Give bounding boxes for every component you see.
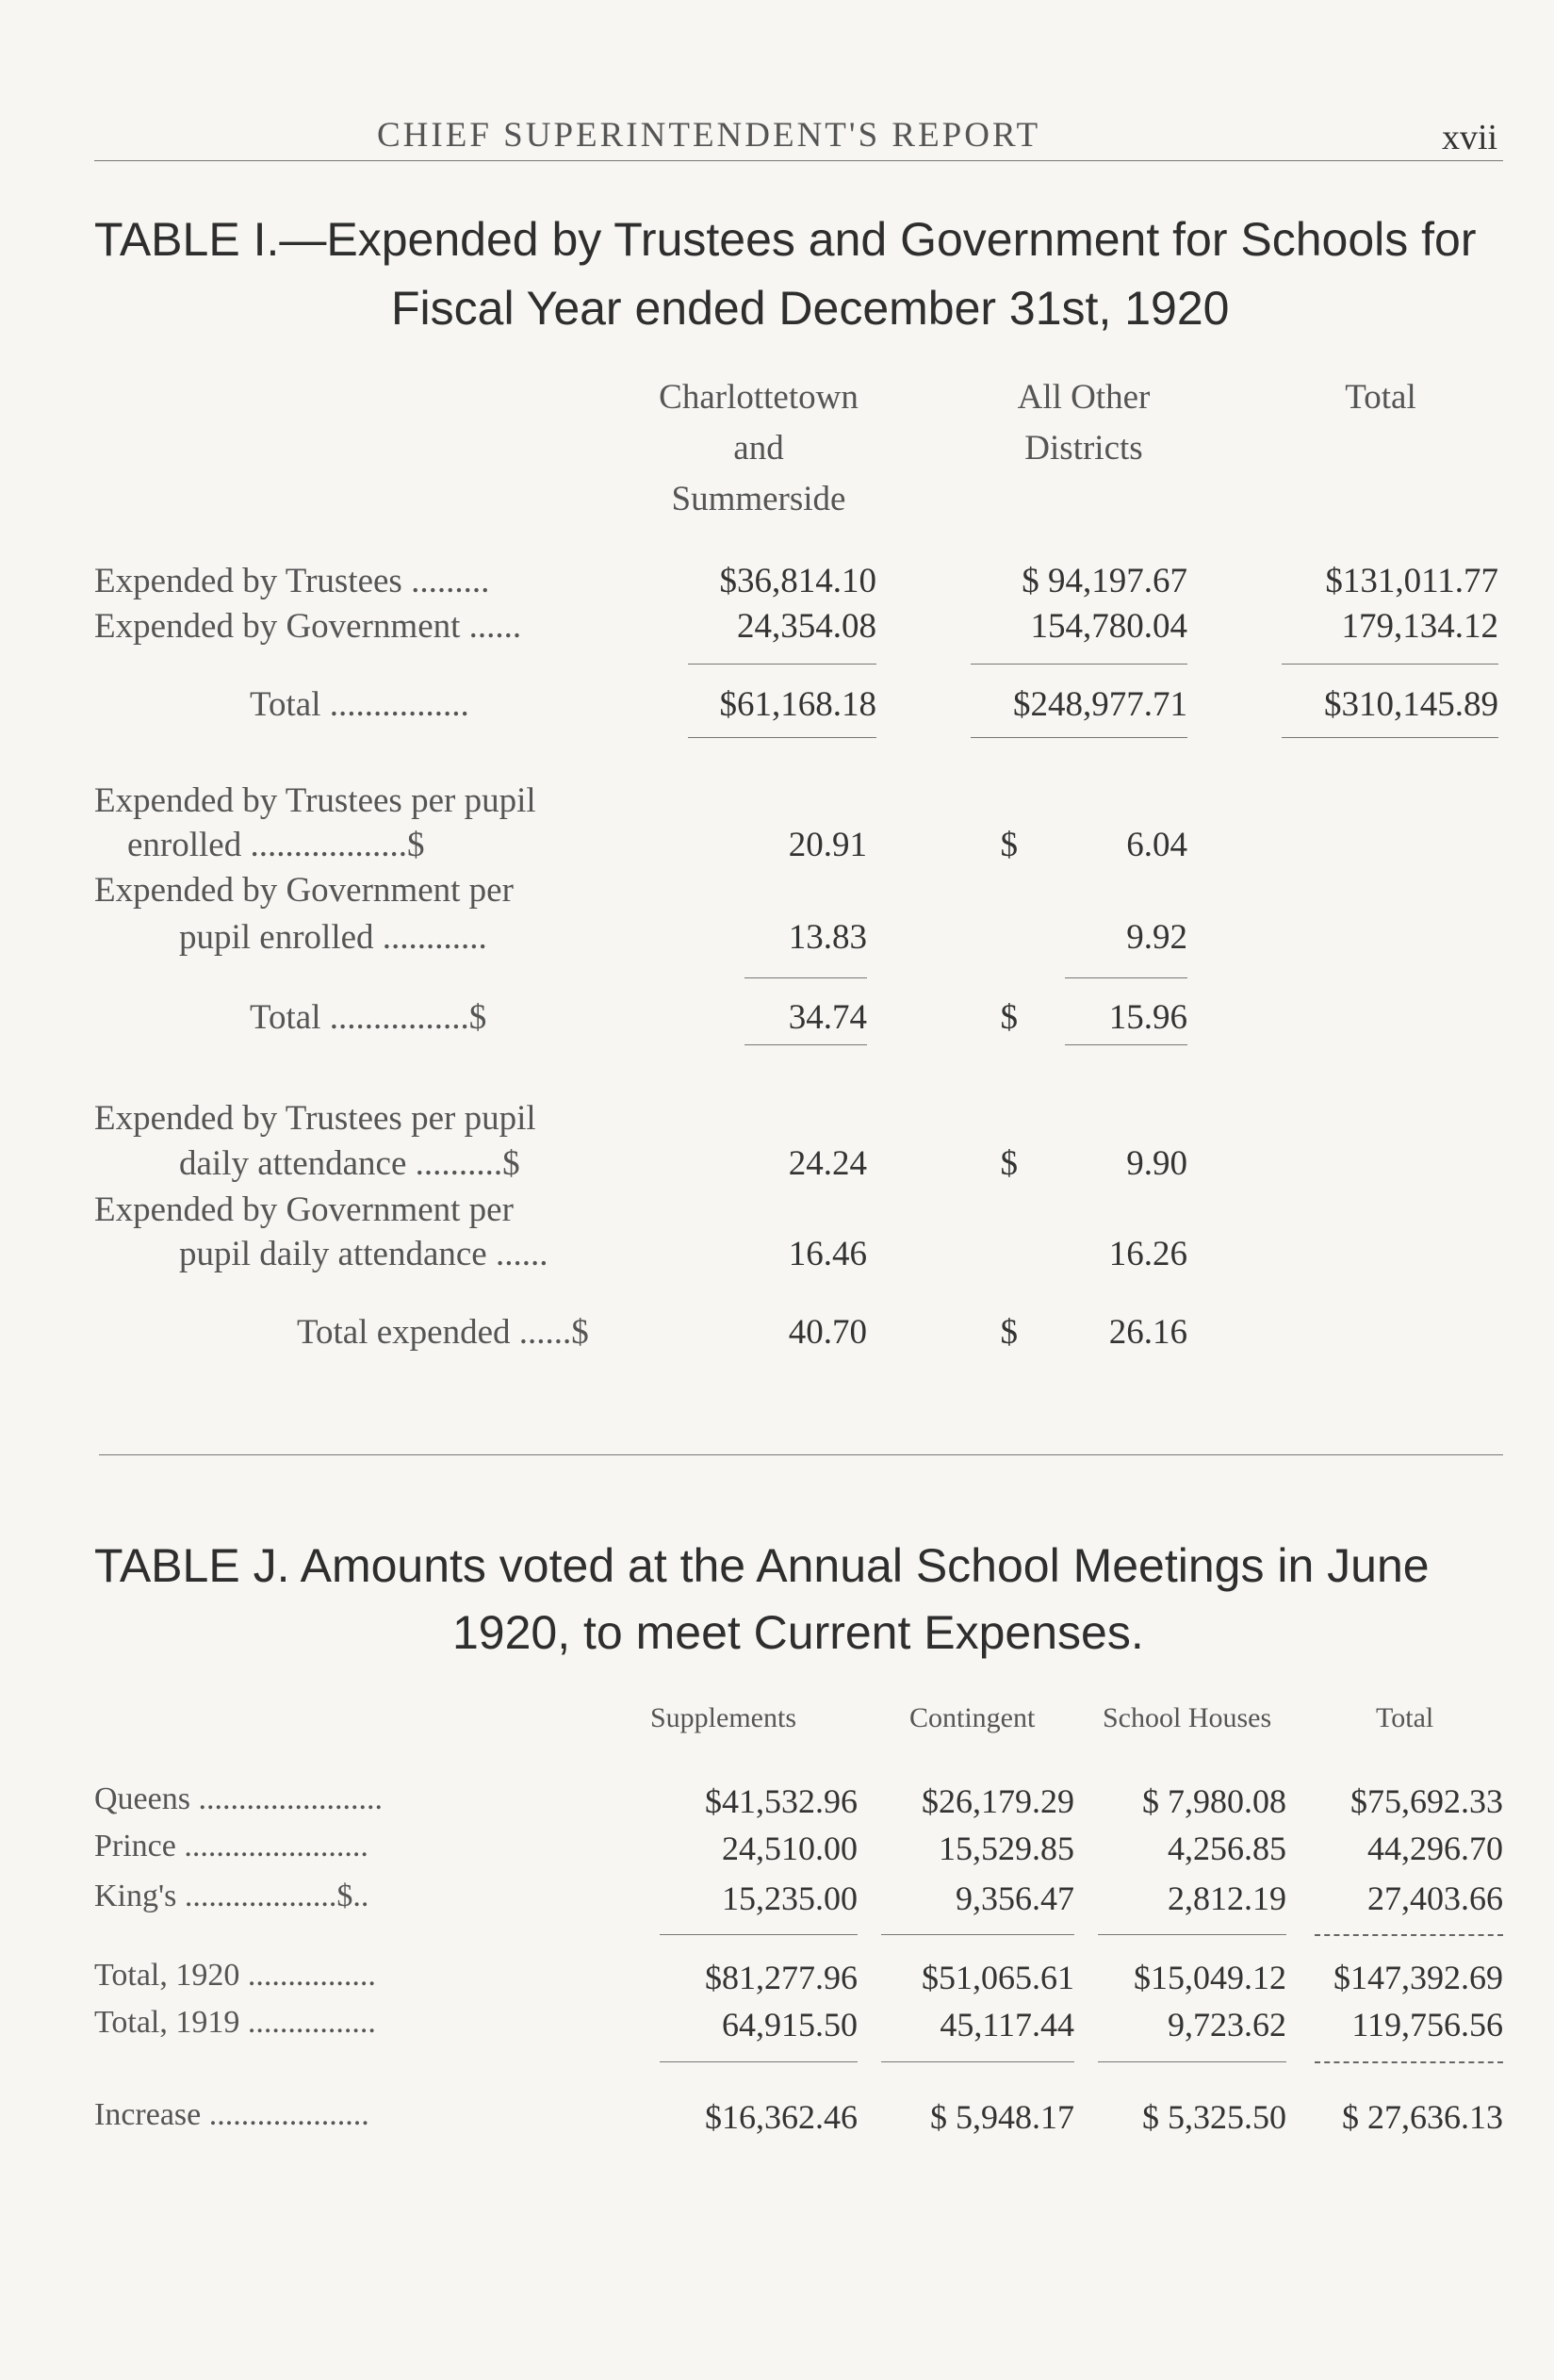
currency-sign: $ bbox=[1000, 1144, 1018, 1183]
table-cell: 119,756.56 bbox=[1351, 2006, 1503, 2044]
table-row-label: King's ...................$.. bbox=[94, 1879, 369, 1913]
header-rule bbox=[94, 160, 1503, 161]
table-cell: $ 7,980.08 bbox=[1142, 1782, 1286, 1820]
sum-rule bbox=[1098, 2061, 1286, 2062]
sum-rule bbox=[1098, 1934, 1286, 1935]
table-j-column-supplements: Supplements bbox=[650, 1702, 796, 1733]
running-title: CHIEF SUPERINTENDENT'S REPORT bbox=[377, 116, 1041, 155]
sum-rule bbox=[744, 977, 867, 978]
col-head-line: Total bbox=[1345, 378, 1416, 417]
table-cell: 15,235.00 bbox=[722, 1879, 858, 1917]
table-cell: 20.91 bbox=[788, 826, 867, 864]
total-rule bbox=[1065, 1044, 1187, 1045]
table-row-label: Total ................$ bbox=[250, 998, 487, 1037]
col-head-line: Charlottetown bbox=[659, 378, 859, 417]
table-row-label: Expended by Trustees per pupil bbox=[94, 781, 536, 820]
table-cell: 40.70 bbox=[788, 1313, 867, 1352]
table-cell: 34.74 bbox=[788, 998, 867, 1037]
currency-sign: $ bbox=[1000, 1313, 1018, 1352]
table-cell: $26,179.29 bbox=[922, 1782, 1074, 1820]
table-cell: $51,065.61 bbox=[922, 1959, 1074, 1996]
table-cell: $75,692.33 bbox=[1350, 1782, 1503, 1820]
table-cell: 24.24 bbox=[788, 1144, 867, 1183]
table-cell: 26.16 bbox=[1108, 1313, 1187, 1352]
sum-rule bbox=[1315, 1934, 1503, 1936]
table-cell: $ 5,948.17 bbox=[930, 2098, 1074, 2136]
sum-rule bbox=[881, 2061, 1074, 2062]
sum-rule bbox=[971, 664, 1187, 665]
table-i-title-line2: Fiscal Year ended December 31st, 1920 bbox=[391, 282, 1230, 335]
table-cell: 45,117.44 bbox=[940, 2006, 1074, 2044]
table-cell: $ 94,197.67 bbox=[1022, 562, 1187, 600]
table-cell: $ 27,636.13 bbox=[1342, 2098, 1503, 2136]
table-cell: $310,145.89 bbox=[1324, 685, 1498, 724]
table-row-label: Expended by Trustees per pupil bbox=[94, 1099, 536, 1138]
table-cell: 9,356.47 bbox=[956, 1879, 1074, 1917]
total-rule bbox=[1282, 737, 1498, 738]
page-number: xvii bbox=[1442, 118, 1498, 157]
table-row-label: Expended by Trustees ......... bbox=[94, 562, 490, 600]
table-row-label: pupil enrolled ............ bbox=[179, 918, 487, 957]
table-j-title-line2: 1920, to meet Current Expenses. bbox=[452, 1606, 1144, 1659]
table-row-label: Prince ....................... bbox=[94, 1829, 368, 1863]
sum-rule bbox=[688, 664, 876, 665]
table-cell: 24,510.00 bbox=[722, 1830, 858, 1867]
table-row-label: Expended by Government per bbox=[94, 1190, 514, 1229]
table-row-label: Total, 1920 ................ bbox=[94, 1958, 376, 1993]
table-row-label: Total ................ bbox=[250, 685, 469, 724]
currency-sign: $ bbox=[1000, 826, 1018, 864]
table-cell: 13.83 bbox=[788, 918, 867, 957]
sum-rule bbox=[1282, 664, 1498, 665]
total-rule bbox=[744, 1044, 867, 1045]
col-head-line: and bbox=[733, 429, 784, 468]
table-row-label: Expended by Government per bbox=[94, 871, 514, 910]
table-cell: $81,277.96 bbox=[705, 1959, 858, 1996]
sum-rule bbox=[1065, 977, 1187, 978]
total-rule bbox=[971, 737, 1187, 738]
table-cell: 16.46 bbox=[788, 1235, 867, 1273]
table-cell: $147,392.69 bbox=[1333, 1959, 1503, 1996]
table-cell: 15,529.85 bbox=[939, 1830, 1074, 1867]
table-j-column-contingent: Contingent bbox=[909, 1702, 1036, 1733]
table-i-column-charlottetown bbox=[603, 372, 914, 525]
table-j-title-line1: TABLE J. Amounts voted at the Annual School Meetings in June bbox=[94, 1539, 1430, 1592]
table-cell: $ 5,325.50 bbox=[1142, 2098, 1286, 2136]
table-cell: $131,011.77 bbox=[1325, 562, 1498, 600]
sum-rule bbox=[660, 1934, 858, 1935]
table-row-label: pupil daily attendance ...... bbox=[179, 1235, 548, 1273]
table-cell: 24,354.08 bbox=[737, 607, 876, 646]
table-cell: 15.96 bbox=[1108, 998, 1187, 1037]
table-row-label: Total, 1919 ................ bbox=[94, 2005, 376, 2040]
currency-sign: $ bbox=[1000, 998, 1018, 1037]
sum-rule bbox=[881, 1934, 1074, 1935]
table-i-title-line1: TABLE I.—Expended by Trustees and Government for Schools for bbox=[94, 213, 1477, 266]
table-cell: 4,256.85 bbox=[1168, 1830, 1286, 1867]
table-cell: 16.26 bbox=[1108, 1235, 1187, 1273]
table-j-column-total: Total bbox=[1376, 1702, 1434, 1733]
table-cell: $16,362.46 bbox=[705, 2098, 858, 2136]
sum-rule bbox=[660, 2061, 858, 2062]
table-i-column-total bbox=[1272, 372, 1489, 423]
sum-rule bbox=[1315, 2061, 1503, 2063]
table-cell: 44,296.70 bbox=[1367, 1830, 1503, 1867]
table-cell: 179,134.12 bbox=[1341, 607, 1498, 646]
col-head-line: Districts bbox=[1024, 429, 1143, 468]
table-j-column-school-houses: School Houses bbox=[1103, 1702, 1272, 1733]
table-cell: $61,168.18 bbox=[719, 685, 876, 724]
total-rule bbox=[688, 737, 876, 738]
table-row-label: Expended by Government ...... bbox=[94, 607, 522, 646]
col-head-line: Summerside bbox=[671, 480, 846, 518]
table-cell: $15,049.12 bbox=[1134, 1959, 1286, 1996]
col-head-line: All Other bbox=[1017, 378, 1151, 417]
table-cell: 9.92 bbox=[1126, 918, 1187, 957]
table-cell: 2,812.19 bbox=[1168, 1879, 1286, 1917]
table-cell: $36,814.10 bbox=[719, 562, 876, 600]
table-cell: 154,780.04 bbox=[1030, 607, 1187, 646]
table-row-label: enrolled ..................$ bbox=[127, 826, 425, 864]
table-cell: 9,723.62 bbox=[1168, 2006, 1286, 2044]
table-cell: 9.90 bbox=[1126, 1144, 1187, 1183]
table-cell: 64,915.50 bbox=[722, 2006, 858, 2044]
table-i-column-other-districts bbox=[952, 372, 1216, 474]
section-divider bbox=[99, 1454, 1503, 1455]
table-row-label: Total expended ......$ bbox=[297, 1313, 589, 1352]
table-cell: $248,977.71 bbox=[1013, 685, 1187, 724]
table-row-label: Increase .................... bbox=[94, 2097, 369, 2132]
table-cell: 27,403.66 bbox=[1367, 1879, 1503, 1917]
table-row-label: daily attendance ..........$ bbox=[179, 1144, 520, 1183]
table-cell: 6.04 bbox=[1126, 826, 1187, 864]
table-cell: $41,532.96 bbox=[705, 1782, 858, 1820]
table-row-label: Queens ....................... bbox=[94, 1781, 383, 1816]
